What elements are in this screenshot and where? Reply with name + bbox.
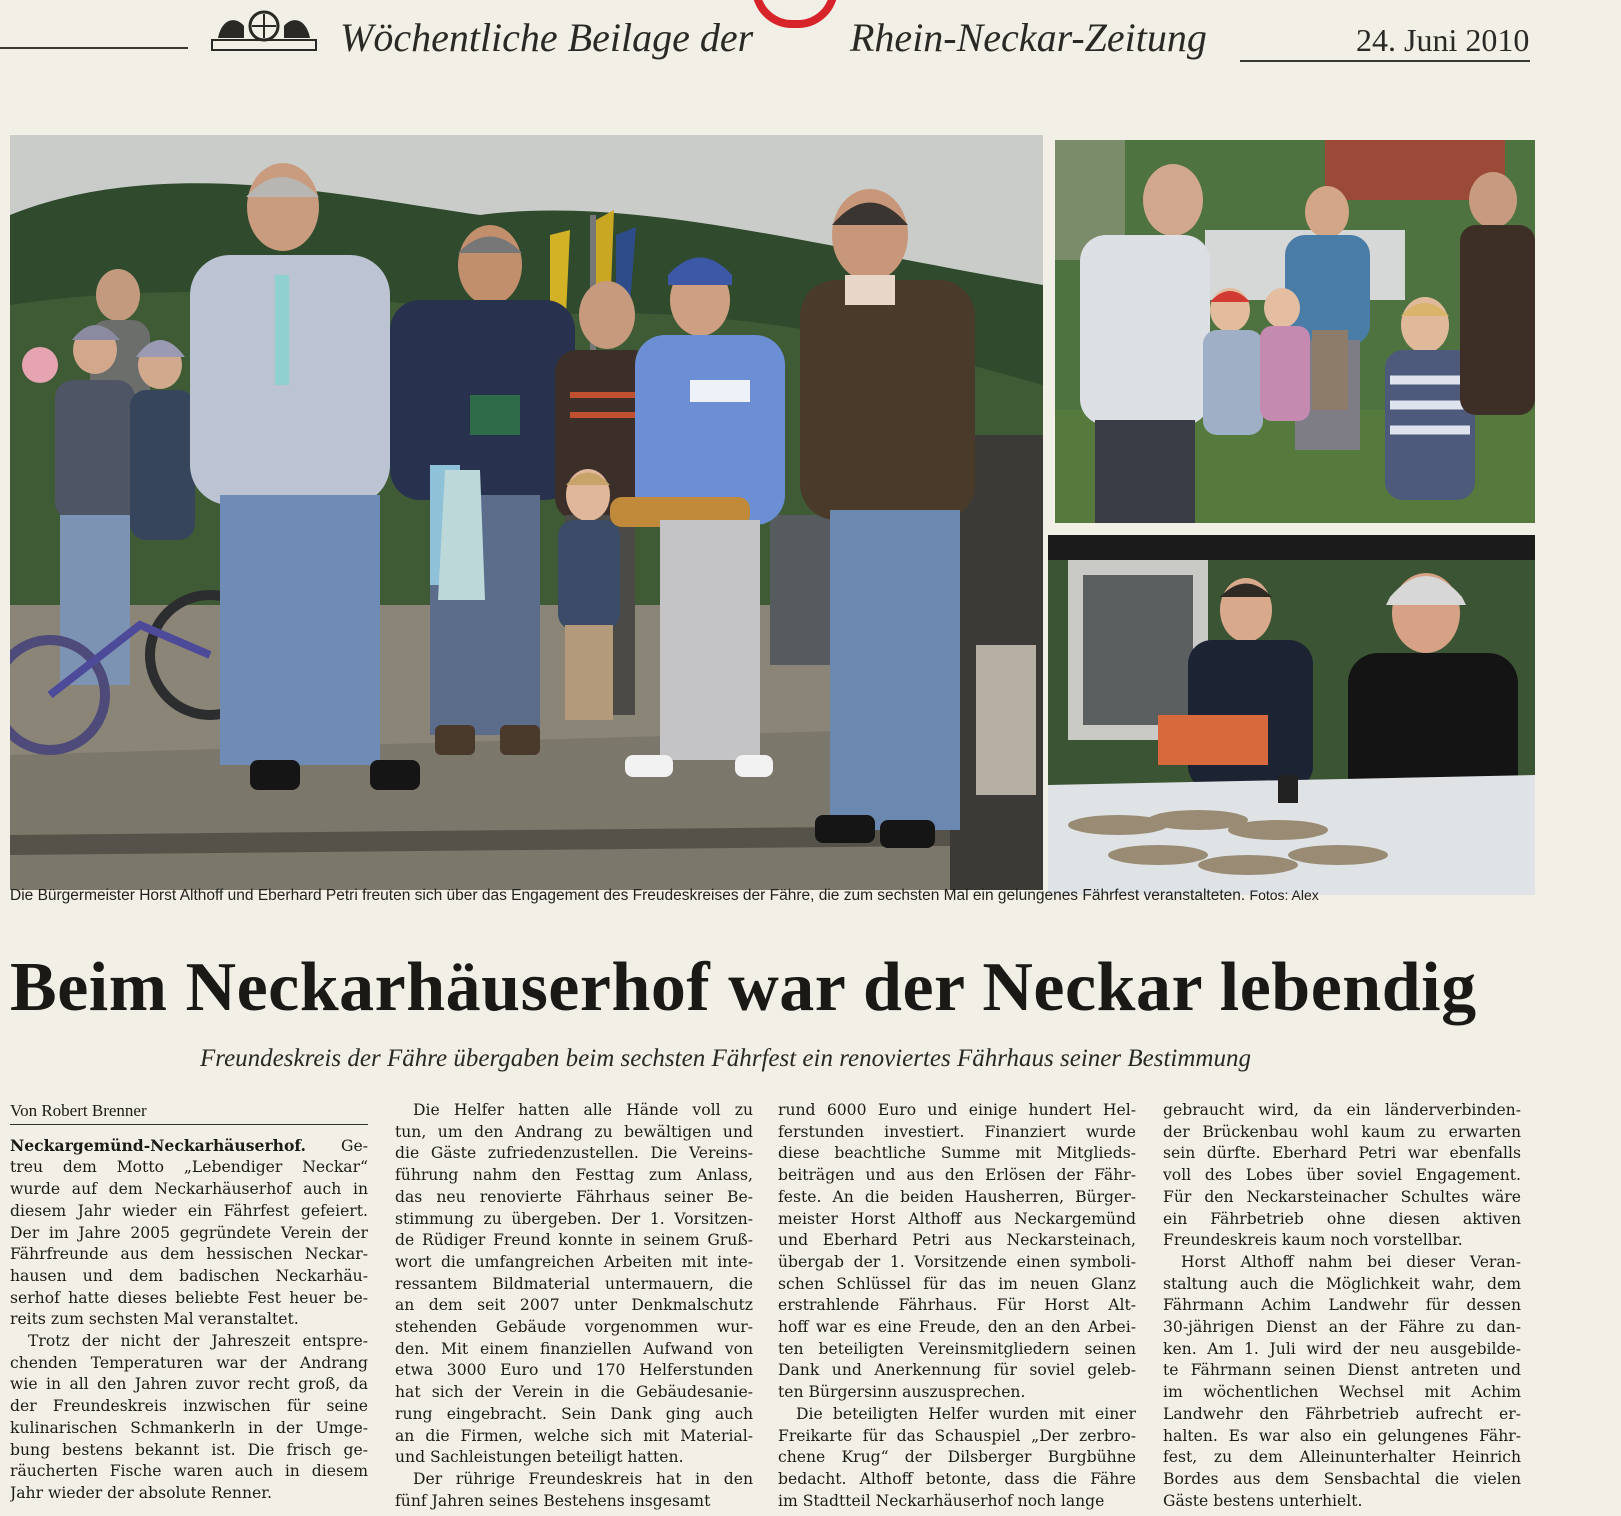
supplement-title: Wöchentliche Beilage der [340,15,754,60]
article-line [395,1469,753,1491]
article-line [395,1447,753,1469]
article-line-text: te Fährmann seinen Dienst antreten und [1163,1361,1521,1380]
main-photo [10,135,1043,890]
article-line-text: rung eingebracht. Sein Dank ging auch [395,1404,753,1423]
article-line-text: beiträgen und aus den Erlösen der Fähr- [778,1166,1136,1185]
article-line [1163,1122,1521,1144]
article-line [395,1382,753,1404]
article-line-text: serhof hatte dieses beliebte Fest heuer be- [10,1288,368,1307]
article-line-text: gebraucht wird, da ein länderverbinden- [1163,1101,1521,1119]
article-line-text: an die Firmen, welche sich mit Material- [395,1426,753,1445]
article-line [778,1209,1136,1231]
article-line-text: wort die umfangreichen Arbeiten mit inte- [395,1252,753,1271]
article-line-text: hoff war es eine Freude, den an den Arbei- [778,1318,1136,1337]
issue-date: 24. Juni 2010 [1356,22,1530,58]
article-line [10,1461,368,1483]
article-line-text: chene Krug“ der Dilsberger Burgbühne [778,1448,1136,1467]
article-line [10,1223,368,1245]
article-line-text: ken. Am 1. Juli wird der neu ausgebilde- [1163,1339,1521,1358]
article-line-text: ten Bürgersinn auszusprechen. [778,1383,1026,1402]
article-line [778,1491,1136,1513]
article-line [778,1252,1136,1274]
article-line-text: 30-jährigen Dienst an der Fähre zu dan- [1163,1318,1521,1337]
article-line-text: kulinarischen Schmankerln in der Umge- [10,1418,368,1437]
article-line-text: Fährmann Achim Landwehr für dessen [1163,1296,1521,1315]
article-line-text: chenden Temperaturen war der Andrang [10,1353,368,1372]
subheadline: Freundeskreis der Fähre übergaben beim sechsten Fährfest ein renoviertes Fährhaus seiner Bestimmung [200,1045,1251,1072]
article-line [10,1440,368,1462]
article-line-text: und Sachleistungen beteiligt hatten. [395,1448,684,1467]
article-dateline: Neckargemünd-Neckarhäuserhof. [10,1135,306,1155]
article-line-text: ferstunden investiert. Finanziert wurde [778,1122,1136,1141]
article-line-text: Die Helfer hatten alle Hände voll zu [413,1101,753,1119]
article-line-text: ten beteiligten Vereinsmitgliedern seinen [778,1339,1136,1358]
article-line-text: sein dürfte. Eberhard Petri war ebenfalls [1163,1144,1521,1163]
article-line [778,1404,1136,1426]
article-line-text: Ge- [341,1136,368,1155]
article-line-text: staltung auch die Möglichkeit wahr, dem [1163,1274,1521,1293]
article-line-text: feste. An die beiden Hausherren, Bürger- [778,1187,1136,1206]
article-line [395,1404,753,1426]
article-line-text: Horst Althoff nahm bei dieser Veran- [1181,1252,1521,1271]
newspaper-name: Rhein-Neckar-Zeitung [850,15,1207,60]
article-line-text: Für den Neckarsteinacher Schultes wäre [1163,1187,1521,1206]
article-line [1163,1491,1521,1513]
photo-credit: Fotos: Alex [1249,887,1319,903]
article-line [395,1122,753,1144]
article-line [1163,1187,1521,1209]
article-line [10,1288,368,1310]
article-line [10,1418,368,1440]
article-line [778,1230,1136,1252]
article-line [778,1122,1136,1144]
article-line-text: treu dem Motto „Lebendiger Neckar“ [10,1158,368,1177]
logo-arc [752,0,838,28]
article-line-text: führung nahm den Festtag zum Anlass, [395,1166,753,1185]
headline: Beim Neckarhäuserhof war der Neckar lebendig [10,949,1477,1026]
article-line [395,1143,753,1165]
article-line-text: fest, zu dem Alleinunterhalter Heinrich [1163,1448,1521,1467]
article-line [10,1179,368,1201]
article-line [1163,1382,1521,1404]
article-line [1163,1143,1521,1165]
article-line-text: an dem seit 2007 unter Denkmalschutz [395,1296,753,1315]
article-line [395,1230,753,1252]
column-1-text [10,1135,368,1505]
article-line [10,1266,368,1288]
article-line-text: stehenden Gebäude vorgenommen wur- [395,1318,753,1337]
article-line-text: de Rüdiger Freund konnte in seinem Gruß- [395,1231,753,1250]
article-line [1163,1230,1521,1252]
article-line-text: Der rührige Freundeskreis hat in den [413,1469,753,1488]
article-line-text: schen Schlüssel für das im neuen Glanz [778,1274,1136,1293]
article-line [395,1252,753,1274]
article-column-4 [1163,1100,1521,1512]
column-3-text [778,1100,1136,1512]
article-line [10,1353,368,1375]
article-line [395,1491,753,1513]
article-line [10,1244,368,1266]
article-line-text: Gäste bestens unterhielt. [1163,1491,1363,1510]
article-line [1163,1295,1521,1317]
article-line [395,1339,753,1361]
article-line-text: Freikarte für das Schauspiel „Der zerbro- [778,1426,1136,1445]
article-line-text: diese beachtliche Summe mit Mitglieds- [778,1144,1136,1163]
article-line-text: das neu renovierte Fährhaus seiner Be- [395,1187,753,1206]
article-line [1163,1469,1521,1491]
article-line-text: der Freundeskreis inzwischen für seine [10,1397,368,1416]
article-line [778,1143,1136,1165]
article-line [395,1165,753,1187]
article-line [778,1469,1136,1491]
article-line-text: fünf Jahren seines Bestehens insgesamt [395,1491,711,1510]
article-line-text: bung bestens bekannt ist. Die frisch ge- [10,1440,368,1459]
article-line-text: Fährfreunde aus dem hessischen Neckar- [10,1245,368,1264]
article-line-text: ressantem Bildmaterial untermauern, die [395,1274,753,1293]
article-line [778,1100,1136,1122]
byline-rule [10,1124,368,1125]
article-line-text: Trotz der nicht der Jahreszeit entspre- [28,1332,368,1351]
article-line-text: ein Fährbetrieb ohne diesen aktiven [1163,1209,1521,1228]
article-line [10,1135,368,1158]
article-line [395,1274,753,1296]
article-line [778,1295,1136,1317]
article-line [10,1374,368,1396]
article-line [1163,1404,1521,1426]
photo-caption [10,887,1610,905]
article-line-text: halten. Es war also ein gelungenes Fähr- [1163,1426,1521,1445]
masthead [0,0,1621,100]
article-line [778,1274,1136,1296]
crest-logo [208,8,320,54]
article-line-text: übergab der 1. Vorsitzende einen symboli- [778,1252,1136,1271]
article-line [10,1331,368,1353]
article-line-text: Die beteiligten Helfer wurden mit einer [796,1404,1136,1423]
column-2-text [395,1100,753,1512]
article-line [10,1483,368,1505]
article-line [10,1157,368,1179]
article-line [395,1317,753,1339]
column-4-text [1163,1100,1521,1512]
article-line-text: Freundeskreis kaum noch vorstellbar. [1163,1231,1463,1250]
article-line-text: Landwehr den Fährbetrieb aufrecht er- [1163,1404,1521,1423]
article-line [395,1100,753,1122]
article-line-text: Bordes aus dem Sensbachtal die vielen [1163,1469,1521,1488]
article-line [395,1360,753,1382]
article-line [778,1165,1136,1187]
article-line [395,1187,753,1209]
article-line [1163,1360,1521,1382]
article-line-text: Jahr wieder der absolute Renner. [10,1483,272,1502]
article-line [10,1201,368,1223]
article-line-text: und Eberhard Petri aus Neckarsteinach, [778,1231,1136,1250]
masthead-rule-left [0,47,188,49]
article-column-2 [395,1100,753,1512]
top-right-photo [1055,140,1535,523]
article-line [778,1317,1136,1339]
article-line-text: diesem Jahr wieder ein Fährfest gefeiert. [10,1201,368,1220]
article-line-text: im Stadtteil Neckarhäuserhof noch lange [778,1491,1105,1510]
article-line [395,1209,753,1231]
article-line [1163,1100,1521,1122]
article-line [1163,1274,1521,1296]
article-line-text: Dank und Anerkennung für soviel geleb- [778,1361,1136,1380]
article-line-text: tun, um den Andrang zu bewältigen und [395,1122,753,1141]
article-line-text: rund 6000 Euro und einige hundert Hel- [778,1101,1136,1119]
article-line-text: der Brückenbau wohl kaum zu erwarten [1163,1122,1521,1141]
article-line [778,1360,1136,1382]
masthead-rule-right [1240,60,1530,62]
article-line-text: reits zum sechsten Mal veranstaltet. [10,1310,299,1329]
byline: Von Robert Brenner [10,1101,147,1120]
article-line [778,1187,1136,1209]
article-line-text: wie in all den Jahren zuvor recht groß, da [10,1375,368,1394]
article-line [1163,1165,1521,1187]
article-line-text: die Gäste zufriedenzustellen. Die Vereins- [395,1144,753,1163]
article-line [395,1426,753,1448]
article-line [1163,1209,1521,1231]
article-line-text: stimmung zu übergeben. Der 1. Vorsitzen- [395,1209,753,1228]
article-line-text: räucherten Fische waren auch in diesem [10,1462,368,1481]
article-line-text: im wöchentlichen Wechsel mit Achim [1163,1383,1521,1402]
article-line-text: hausen und dem badischen Neckarhäu- [10,1266,368,1285]
article-line [1163,1339,1521,1361]
article-line-text: wurde auf dem Neckarhäuserhof auch in [10,1180,368,1199]
article-line-text: erstrahlende Fährhaus. Für Horst Alt- [778,1296,1136,1315]
article-line [1163,1252,1521,1274]
article-line [778,1339,1136,1361]
article-line [778,1382,1136,1404]
article-line [1163,1447,1521,1469]
article-line-text: etwa 3000 Euro und 170 Helferstunden [395,1361,753,1380]
article-line [778,1426,1136,1448]
article-line-text: Der im Jahre 2005 gegründete Verein der [10,1223,368,1242]
article-column-3 [778,1100,1136,1512]
article-line [395,1295,753,1317]
article-line-text: meister Horst Althoff aus Neckargemünd [778,1209,1136,1228]
article-line [10,1309,368,1331]
article-line-text: bedacht. Althoff betonte, dass die Fähre [778,1469,1136,1488]
article-line-text: den. Mit einem finanziellen Aufwand von [395,1339,753,1358]
article-line [1163,1317,1521,1339]
article-line-text: hat sich der Verein in die Gebäudesanie- [395,1383,753,1402]
article-line [1163,1426,1521,1448]
article-line [778,1447,1136,1469]
bottom-right-photo [1048,535,1535,895]
article-column-1 [10,1100,368,1505]
article-line [10,1396,368,1418]
caption-text: Die Bürgermeister Horst Althoff und Eberhard Petri freuten sich über das Engagement des Freudeskreises der Fähre, die zum sechsten Mal ein gelungenes Fährfest veranstalteten. [10,887,1246,904]
article-line-text: voll des Lobes über soviel Engagement. [1163,1166,1521,1185]
